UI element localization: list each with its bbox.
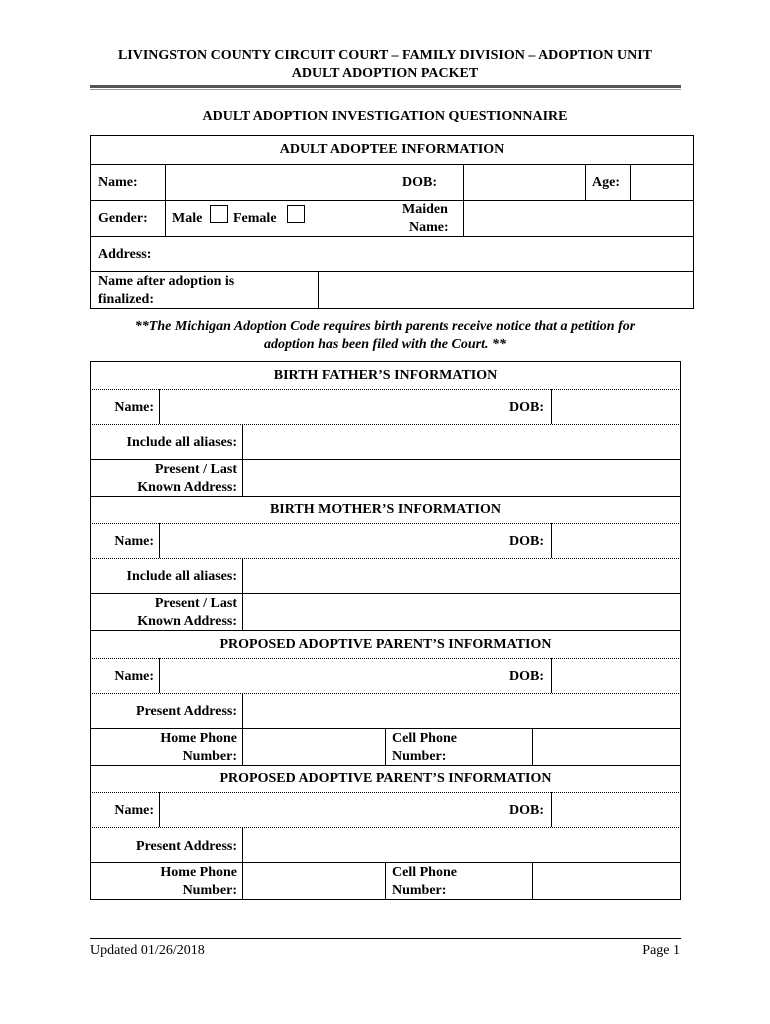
adoptive-parent-1-home-phone-label-2: Number:	[182, 749, 237, 764]
adoptive-parent-2-dob-label: DOB:	[509, 803, 544, 818]
adoptive-parent-1-address-field[interactable]	[243, 694, 680, 728]
maiden-label: Maiden	[402, 202, 448, 217]
adoptee-address-label: Address:	[98, 247, 152, 262]
birth-mother-aliases-field[interactable]	[243, 559, 680, 593]
birth-mother-address-field[interactable]	[243, 594, 680, 630]
adoptive-parent-1-home-phone-label: Home Phone	[160, 731, 237, 746]
birth-mother-name-field[interactable]	[160, 524, 550, 558]
male-checkbox[interactable]	[210, 205, 228, 223]
header-rule	[90, 85, 681, 88]
adoptee-name-label: Name:	[98, 175, 138, 190]
birth-mother-dob-label: DOB:	[509, 534, 544, 549]
adoptive-parent-2-cell-phone-field[interactable]	[533, 863, 680, 899]
court-header-line1: LIVINGSTON COUNTY CIRCUIT COURT – FAMILY DIVISION – ADOPTION UNIT	[117, 48, 653, 63]
adoptive-parent-2-title: PROPOSED ADOPTIVE PARENT’S INFORMATION	[219, 771, 552, 786]
name-after-adoption-label-2: finalized:	[98, 292, 154, 307]
adoptive-parent-2-home-phone-field[interactable]	[243, 863, 384, 899]
adoptive-parent-1-cell-phone-field[interactable]	[533, 729, 680, 765]
adoptive-parent-2-cell-phone-label: Cell Phone	[392, 865, 457, 880]
adoptive-parent-1-home-phone-field[interactable]	[243, 729, 384, 765]
notice-line2: adoption has been filed with the Court. **	[264, 337, 506, 352]
maiden-name-label: Name:	[409, 220, 449, 235]
birth-father-aliases-field[interactable]	[243, 425, 680, 459]
updated-date: Updated 01/26/2018	[90, 943, 205, 958]
birth-mother-aliases-label: Include all aliases:	[126, 569, 237, 584]
adoptive-parent-2-address-field[interactable]	[243, 828, 680, 862]
adoptee-dob-field[interactable]	[464, 165, 584, 200]
adoptive-parent-1-dob-label: DOB:	[509, 669, 544, 684]
adoptive-parent-2-name-label: Name:	[114, 803, 154, 818]
birth-mother-name-label: Name:	[114, 534, 154, 549]
birth-father-name-field[interactable]	[160, 390, 550, 424]
adoptive-parent-2-home-phone-label: Home Phone	[160, 865, 237, 880]
male-label: Male	[172, 211, 203, 226]
birth-father-dob-label: DOB:	[509, 400, 544, 415]
adoptive-parent-2-dob-field[interactable]	[552, 793, 680, 827]
female-checkbox[interactable]	[287, 205, 305, 223]
birth-father-aliases-label: Include all aliases:	[126, 435, 237, 450]
adoptee-dob-label: DOB:	[402, 175, 437, 190]
adoptive-parent-2-name-field[interactable]	[160, 793, 550, 827]
female-label: Female	[233, 211, 277, 226]
maiden-name-field[interactable]	[464, 201, 693, 236]
adoptive-parent-1-dob-field[interactable]	[552, 659, 680, 693]
adoptive-parent-1-title: PROPOSED ADOPTIVE PARENT’S INFORMATION	[219, 637, 552, 652]
adoptive-parent-2-address-label: Present Address:	[136, 839, 237, 854]
name-after-adoption-label: Name after adoption is	[98, 274, 235, 289]
adoptive-parent-2-cell-phone-label-2: Number:	[392, 883, 447, 898]
birth-father-dob-field[interactable]	[552, 390, 680, 424]
adoptive-parent-1-name-label: Name:	[114, 669, 154, 684]
name-after-adoption-field[interactable]	[319, 272, 693, 308]
adoptive-parent-1-cell-phone-label-2: Number:	[392, 749, 447, 764]
adoptive-parent-1-address-label: Present Address:	[136, 704, 237, 719]
birth-mother-dob-field[interactable]	[552, 524, 680, 558]
footer-rule	[90, 938, 681, 939]
adoptive-parent-1-name-field[interactable]	[160, 659, 550, 693]
page-number: Page 1	[642, 943, 680, 958]
birth-mother-address-label-2: Known Address:	[137, 614, 237, 629]
packet-title: ADULT ADOPTION PACKET	[291, 66, 479, 81]
adoptee-address-field[interactable]	[166, 237, 693, 271]
adoptee-age-label: Age:	[592, 175, 620, 190]
adoptee-age-field[interactable]	[631, 165, 693, 200]
adoptee-section-title: ADULT ADOPTEE INFORMATION	[279, 142, 505, 157]
notice-line1: **The Michigan Adoption Code requires birth parents receive notice that a petition for	[134, 319, 636, 334]
birth-father-name-label: Name:	[114, 400, 154, 415]
header-rule-thin	[90, 89, 681, 90]
birth-father-address-label: Present / Last	[154, 462, 237, 477]
adoptive-parent-2-home-phone-label-2: Number:	[182, 883, 237, 898]
adoptee-gender-label: Gender:	[98, 211, 148, 226]
birth-father-title: BIRTH FATHER’S INFORMATION	[273, 368, 498, 383]
questionnaire-title: ADULT ADOPTION INVESTIGATION QUESTIONNAIRE	[202, 109, 568, 124]
birth-mother-title: BIRTH MOTHER’S INFORMATION	[269, 502, 502, 517]
birth-father-address-label-2: Known Address:	[137, 480, 237, 495]
birth-mother-address-label: Present / Last	[154, 596, 237, 611]
adoptive-parent-1-cell-phone-label: Cell Phone	[392, 731, 457, 746]
birth-father-address-field[interactable]	[243, 460, 680, 496]
